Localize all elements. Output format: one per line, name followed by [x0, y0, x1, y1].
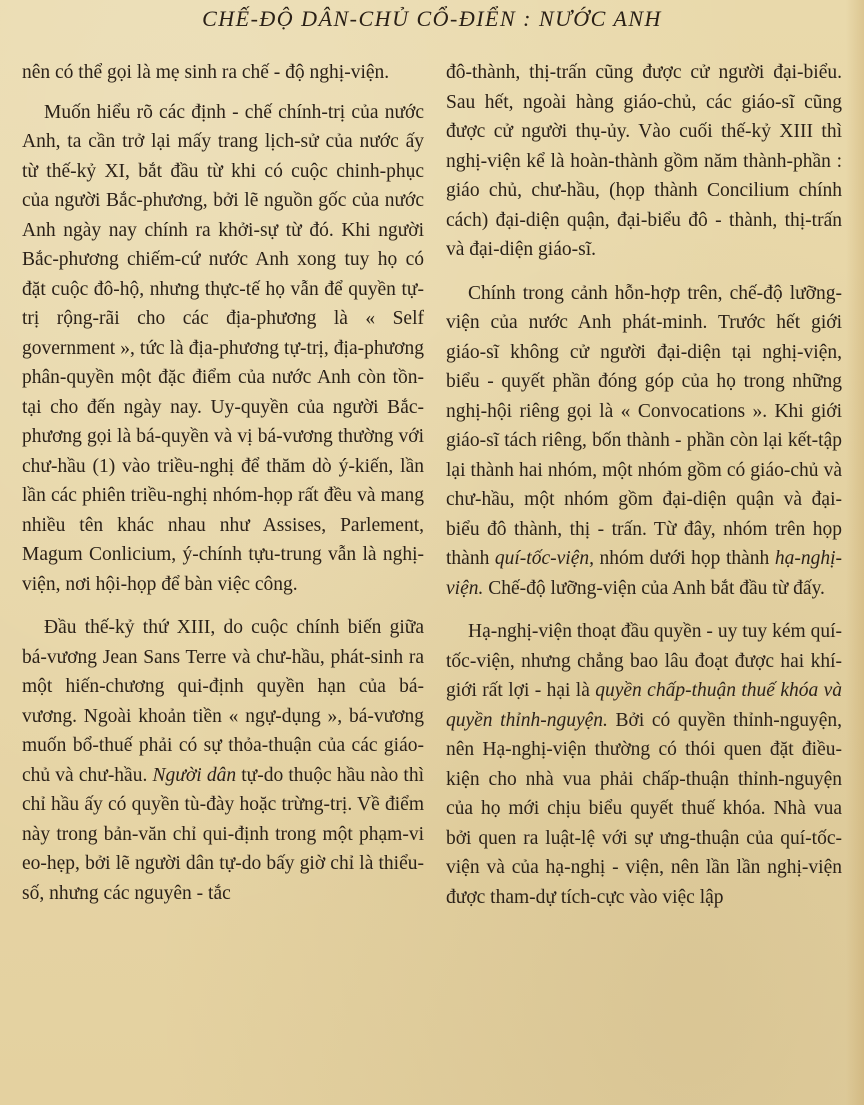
- paragraph: [22, 98, 424, 600]
- paragraph: [446, 279, 842, 604]
- paragraph: [22, 613, 424, 908]
- paragraph-text: tự-do thuộc hầu nào thì chỉ hầu ấy có quyền tù-đày hoặc trừng-trị. Về điểm này trong bản-văn chỉ qui-định trong một phạm-vi eo-hẹp, bởi lẽ người dân tự-do bấy giờ chỉ là thiểu-số, nhưng các nguyên - tắc: [22, 764, 424, 904]
- paragraph-text: đô-thành, thị-trấn cũng được cử người đại-biểu. Sau hết, ngoài hàng giáo-chủ, các giáo-sĩ cũng được cử người thụ-ủy. Vào cuối thế-kỷ XIII thì nghị-viện kể là hoàn-thành gồm năm thành-phần : giáo chủ, chư-hầu, (họp thành Concilium chính cách) đại-diện quận, đại-biểu đô - thành, thị-trấn và đại-diện giáo-sĩ.: [446, 62, 842, 260]
- paragraph-text: Hạ-nghị-viện thoạt đầu quyền - uy tuy kém quí-tốc-viện, nhưng chẳng bao lâu đoạt được hai khí-giới rất lợi - hại là: [446, 621, 842, 701]
- paragraph: [446, 58, 842, 265]
- paragraph-text: Chế-độ lưỡng-viện của Anh bắt đầu từ đấy.: [483, 577, 825, 599]
- paragraph-text-italic: quí-tốc-viện,: [494, 548, 594, 569]
- paragraph-text: Bởi có quyền thỉnh-nguyện, nên Hạ-nghị-viện thường có thói quen đặt điều-kiện cho nhà vua phải chấp-thuận thỉnh-nguyện của họ mới chịu biểu quyết thuế khóa. Nhà vua bởi quen ra luật-lệ với sự ưng-thuận của quí-tốc-viện và của hạ-nghị - viện, nên lần lần nghị-viện được tham-dự tích-cực vào việc lập: [446, 709, 843, 908]
- paragraph-text: nhóm dưới họp thành: [593, 548, 775, 569]
- paragraph-text: nên có thể gọi là mẹ sinh ra chế - độ nghị-viện.: [22, 62, 390, 83]
- paragraph-text: Muốn hiểu rõ các định - chế chính-trị của nước Anh, ta cần trở lại mấy trang lịch-sử của nước ấy từ thế-kỷ XI, bắt đầu từ khi có cuộc chinh-phục của người Bắc-phương, bởi lẽ nguồn gốc của nước Anh ngày nay chính ra khởi-sự từ đó. Khi người Bắc-phương chiếm-cứ nước Anh xong tuy họ có đặt cuộc đô-hộ, nhưng thực-tế họ vẫn để quyền tự-trị rộng-rãi cho các địa-phương là « Self government », tức là địa-phương tự-trị, địa-phương phân-quyền một đặc điểm của nước Anh còn tồn-tại cho đến ngày nay. Uy-quyền của người Bắc-phương gọi là bá-quyền và vị bá-vương thường với chư-hầu (1) vào triều-nghị để thăm dò ý-kiến, lần lần các phiên triều-nghị nhóm-họp rất đều và mang nhiều tên khác nhau như Assises, Parlement, Magum Conlicium, ý-chính tựu-trung vẫn là nghị-viện, nơi hội-họp để bàn việc công.: [22, 101, 424, 595]
- page-edge-stain: [846, 0, 864, 1105]
- left-column: [22, 58, 424, 918]
- paragraph: [22, 58, 424, 88]
- paragraph-text-italic: Người dân: [152, 764, 237, 786]
- paragraph-text-italic: hạ-nghị-viện.: [446, 548, 842, 599]
- paragraph-text: Chính trong cảnh hỗn-hợp trên, chế-độ lưỡng-viện của nước Anh phát-minh. Trước hết giới giáo-sĩ không cử người đại-diện tại nghị-viện, biểu - quyết phần đóng góp của họ trong những nghị-hội riêng gọi là « Convocations ». Khi giới giáo-sĩ tách riêng, bốn thành - phần còn lại kết-tập lại thành hai nhóm, một nhóm gồm có giáo-chủ và chư-hầu, một nhóm gồm đại-diện quận và đại-biểu đô thành, thị - trấn. Từ đây, nhóm trên họp thành: [446, 282, 842, 569]
- right-column: [446, 58, 842, 922]
- paragraph-text-italic: quyền chấp-thuận thuế khóa và quyền thỉnh-nguyện.: [446, 680, 843, 731]
- paragraph: [446, 617, 842, 912]
- paragraph-text: Đầu thế-kỷ thứ XIII, do cuộc chính biến giữa bá-vương Jean Sans Terre và chư-hầu, phát-sinh ra một hiến-chương qui-định quyền hạn của bá-vương. Ngoài khoản tiền « ngự-dụng », bá-vương muốn bổ-thuế phải có sự thỏa-thuận của các giáo-chủ và chư-hầu.: [22, 617, 424, 786]
- running-header: CHẾ-ĐỘ DÂN-CHỦ CỔ-ĐIỂN : NƯỚC ANH: [202, 6, 662, 31]
